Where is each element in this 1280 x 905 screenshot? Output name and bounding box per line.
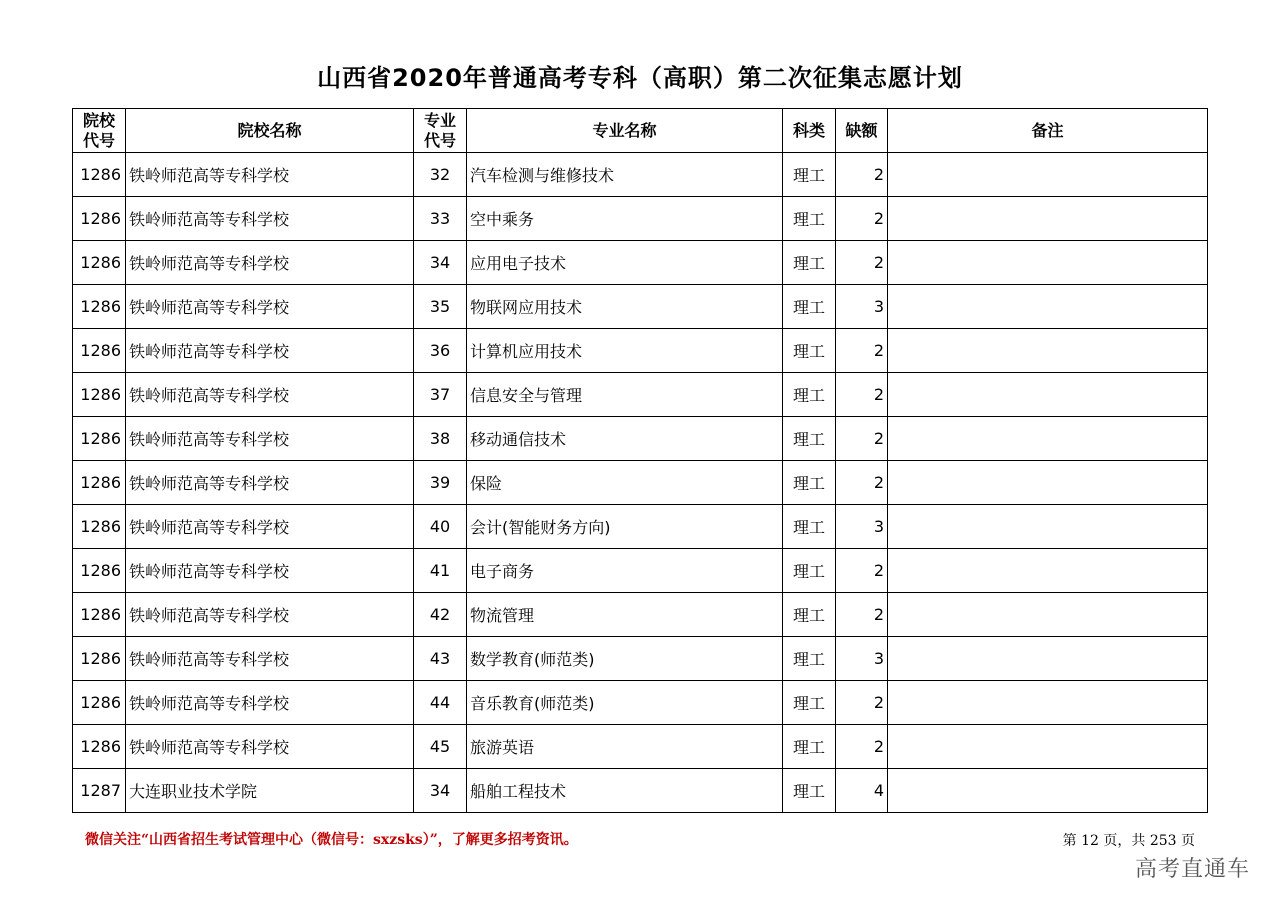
cell-school-code: 1286 <box>73 593 126 637</box>
cell-quota: 2 <box>836 329 888 373</box>
cell-major-name: 计算机应用技术 <box>467 329 783 373</box>
page-title: 山西省2020年普通高考专科（高职）第二次征集志愿计划 <box>317 64 963 92</box>
cell-remark <box>888 769 1208 813</box>
table-row <box>73 373 1208 417</box>
footer-wechat-note: 微信关注“山西省招生考试管理中心（微信号：sxzsks）”，了解更多招考资讯。 <box>85 832 578 848</box>
cell-quota: 2 <box>836 373 888 417</box>
cell-school-code: 1286 <box>73 329 126 373</box>
page-number: 第 12 页，共 253 页 <box>1062 833 1195 849</box>
cell-major-code: 36 <box>414 329 467 373</box>
header-major-code-label: 专业 代号 <box>423 110 456 150</box>
cell-major-name: 移动通信技术 <box>467 417 783 461</box>
cell-remark <box>888 593 1208 637</box>
cell-subject: 理工 <box>783 637 836 681</box>
cell-major-name: 汽车检测与维修技术 <box>467 153 783 197</box>
cell-school-name: 铁岭师范高等专科学校 <box>126 637 414 681</box>
cell-subject: 理工 <box>783 505 836 549</box>
header-quota: 缺额 <box>836 109 888 153</box>
table-row <box>73 769 1208 813</box>
table-row <box>73 197 1208 241</box>
cell-school-code: 1286 <box>73 461 126 505</box>
cell-quota: 2 <box>836 681 888 725</box>
cell-subject: 理工 <box>783 725 836 769</box>
cell-subject: 理工 <box>783 681 836 725</box>
cell-school-code: 1286 <box>73 153 126 197</box>
cell-quota: 3 <box>836 637 888 681</box>
cell-subject: 理工 <box>783 329 836 373</box>
cell-quota: 2 <box>836 153 888 197</box>
header-school-name: 院校名称 <box>126 109 414 153</box>
cell-major-name: 船舶工程技术 <box>467 769 783 813</box>
cell-major-code: 35 <box>414 285 467 329</box>
table-row <box>73 417 1208 461</box>
cell-school-name: 铁岭师范高等专科学校 <box>126 241 414 285</box>
cell-remark <box>888 417 1208 461</box>
cell-school-name: 铁岭师范高等专科学校 <box>126 681 414 725</box>
cell-major-name: 会计(智能财务方向) <box>467 505 783 549</box>
table-row <box>73 549 1208 593</box>
cell-remark <box>888 241 1208 285</box>
cell-major-code: 42 <box>414 593 467 637</box>
header-major-code <box>414 109 467 153</box>
cell-major-name: 音乐教育(师范类) <box>467 681 783 725</box>
cell-subject: 理工 <box>783 241 836 285</box>
cell-school-code: 1286 <box>73 725 126 769</box>
header-subject: 科类 <box>783 109 836 153</box>
table-row <box>73 593 1208 637</box>
cell-school-name: 铁岭师范高等专科学校 <box>126 329 414 373</box>
cell-school-code: 1286 <box>73 241 126 285</box>
table-header-row <box>73 109 1208 153</box>
cell-subject: 理工 <box>783 373 836 417</box>
cell-remark <box>888 549 1208 593</box>
cell-major-code: 32 <box>414 153 467 197</box>
cell-school-name: 铁岭师范高等专科学校 <box>126 593 414 637</box>
cell-major-code: 41 <box>414 549 467 593</box>
table-row <box>73 241 1208 285</box>
cell-school-name: 铁岭师范高等专科学校 <box>126 153 414 197</box>
cell-school-name: 铁岭师范高等专科学校 <box>126 725 414 769</box>
table-row <box>73 637 1208 681</box>
table-body <box>73 153 1208 813</box>
cell-quota: 3 <box>836 505 888 549</box>
cell-major-name: 电子商务 <box>467 549 783 593</box>
cell-major-code: 34 <box>414 241 467 285</box>
cell-remark <box>888 285 1208 329</box>
plan-table <box>72 108 1208 813</box>
cell-school-code: 1286 <box>73 681 126 725</box>
cell-school-name: 铁岭师范高等专科学校 <box>126 285 414 329</box>
cell-subject: 理工 <box>783 417 836 461</box>
cell-school-name: 铁岭师范高等专科学校 <box>126 373 414 417</box>
cell-school-code: 1286 <box>73 549 126 593</box>
cell-subject: 理工 <box>783 285 836 329</box>
watermark-text: 高考直通车 <box>1134 857 1250 882</box>
cell-school-code: 1286 <box>73 373 126 417</box>
cell-remark <box>888 725 1208 769</box>
cell-remark <box>888 681 1208 725</box>
table-row <box>73 285 1208 329</box>
cell-major-name: 物联网应用技术 <box>467 285 783 329</box>
header-school-code-label: 院校 代号 <box>82 110 115 150</box>
cell-quota: 2 <box>836 593 888 637</box>
cell-remark <box>888 637 1208 681</box>
table-row <box>73 461 1208 505</box>
cell-remark <box>888 329 1208 373</box>
cell-remark <box>888 461 1208 505</box>
cell-school-name: 铁岭师范高等专科学校 <box>126 549 414 593</box>
cell-quota: 2 <box>836 241 888 285</box>
cell-school-name: 铁岭师范高等专科学校 <box>126 505 414 549</box>
cell-major-code: 39 <box>414 461 467 505</box>
cell-remark <box>888 197 1208 241</box>
cell-major-code: 40 <box>414 505 467 549</box>
cell-major-name: 空中乘务 <box>467 197 783 241</box>
cell-major-code: 33 <box>414 197 467 241</box>
cell-major-name: 数学教育(师范类) <box>467 637 783 681</box>
cell-school-code: 1286 <box>73 505 126 549</box>
table-row <box>73 681 1208 725</box>
cell-remark <box>888 505 1208 549</box>
cell-major-name: 信息安全与管理 <box>467 373 783 417</box>
cell-major-code: 37 <box>414 373 467 417</box>
cell-school-name: 铁岭师范高等专科学校 <box>126 417 414 461</box>
cell-subject: 理工 <box>783 197 836 241</box>
table-row <box>73 329 1208 373</box>
cell-subject: 理工 <box>783 153 836 197</box>
cell-school-name: 铁岭师范高等专科学校 <box>126 461 414 505</box>
cell-school-name: 大连职业技术学院 <box>126 769 414 813</box>
cell-subject: 理工 <box>783 593 836 637</box>
cell-subject: 理工 <box>783 769 836 813</box>
cell-quota: 2 <box>836 417 888 461</box>
cell-school-code: 1286 <box>73 197 126 241</box>
cell-major-code: 38 <box>414 417 467 461</box>
cell-remark <box>888 373 1208 417</box>
cell-subject: 理工 <box>783 461 836 505</box>
cell-quota: 2 <box>836 725 888 769</box>
table-row <box>73 725 1208 769</box>
cell-subject: 理工 <box>783 549 836 593</box>
cell-school-code: 1287 <box>73 769 126 813</box>
cell-major-code: 34 <box>414 769 467 813</box>
cell-major-code: 45 <box>414 725 467 769</box>
cell-major-code: 44 <box>414 681 467 725</box>
cell-major-name: 旅游英语 <box>467 725 783 769</box>
cell-school-code: 1286 <box>73 637 126 681</box>
header-major-name: 专业名称 <box>467 109 783 153</box>
cell-school-name: 铁岭师范高等专科学校 <box>126 197 414 241</box>
cell-major-name: 应用电子技术 <box>467 241 783 285</box>
cell-quota: 2 <box>836 197 888 241</box>
cell-major-code: 43 <box>414 637 467 681</box>
cell-quota: 4 <box>836 769 888 813</box>
cell-quota: 2 <box>836 461 888 505</box>
table-row <box>73 153 1208 197</box>
cell-major-name: 保险 <box>467 461 783 505</box>
cell-school-code: 1286 <box>73 417 126 461</box>
cell-quota: 3 <box>836 285 888 329</box>
cell-school-code: 1286 <box>73 285 126 329</box>
cell-remark <box>888 153 1208 197</box>
header-remark: 备注 <box>888 109 1208 153</box>
cell-major-name: 物流管理 <box>467 593 783 637</box>
table-row <box>73 505 1208 549</box>
cell-quota: 2 <box>836 549 888 593</box>
header-school-code <box>73 109 126 153</box>
